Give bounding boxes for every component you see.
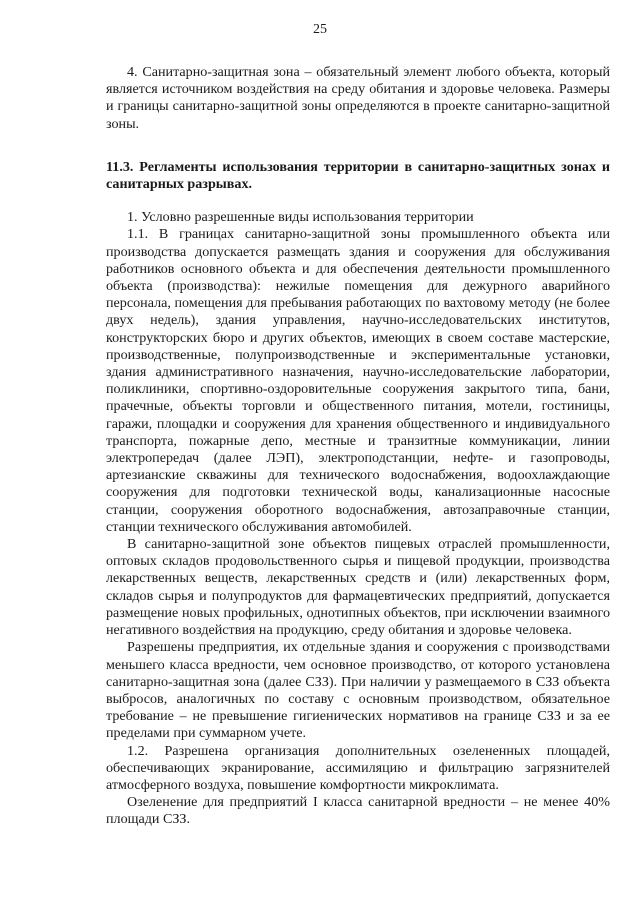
paragraph-greening: Озеленение для предприятий I класса санитарной вредности – не менее 40% площади СЗЗ.	[106, 794, 610, 828]
paragraph-permitted-enterprises: Разрешены предприятия, их отдельные здания и сооружения с производствами меньшего класса вредности, чем основное производство, от которого установлена санитарно-защитная зона (далее СЗЗ). При наличии у размещаемого в СЗЗ объекта выбросов, аналогичных по составу с основным производством, обязательное требование – не превышение гигиенических нормативов на границе СЗЗ и за ее пределами при суммарном учете.	[106, 639, 610, 742]
section-heading: 11.3. Регламенты использования территории в санитарно-защитных зонах и санитарных разрывах.	[106, 158, 610, 193]
page-number: 25	[313, 22, 327, 37]
paragraph-food-industry: В санитарно-защитной зоне объектов пищевых отраслей промышленности, оптовых складов продовольственного сырья и пищевой продукции, производства лекарственных веществ, лекарственных средств и (или) лекарственных форм, складов сырья и полупродуктов для фармацевтических предприятий, допускается размещение новых профильных, однотипных объектов, при исключении взаимного негативного воздействия на продукцию, среду обитания и здоровье человека.	[106, 536, 610, 639]
document-body	[106, 64, 610, 829]
paragraph-conditionally-permitted-uses: 1. Условно разрешенные виды использования территории	[127, 209, 474, 226]
paragraph-1-2: 1.2. Разрешена организация дополнительных озелененных площадей, обеспечивающих экранирование, ассимиляцию и фильтрацию загрязнителей атмосферного воздуха, повышение комфортности микроклимата.	[106, 742, 610, 793]
paragraph-sanitary-zone-definition: 4. Санитарно-защитная зона – обязательный элемент любого объекта, который является источником воздействия на среду обитания и здоровье человека. Размеры и границы санитарно-защитной зоны определяются в проекте санитарно-защитной зоны.	[106, 64, 610, 132]
paragraph-1-1: 1.1. В границах санитарно-защитной зоны промышленного объекта или производства допускается размещать здания и сооружения для обслуживания работников основного объекта и для обеспечения деятельности промышленного объекта (производства): нежилые помещения для дежурного аварийного персонала, помещения для пребывания работающих по вахтовому методу (не более двух недель), здания управления, научно-исследовательских институтов, конструкторских бюро и других объектов, имеющих в своем составе мастерские, производственные, полупроизводственные и экспериментальные установки, здания административного назначения, научно-исследовательские лаборатории, поликлиники, спортивно-оздоровительные сооружения закрытого типа, бани, прачечные, объекты торговли и общественного питания, мотели, гостиницы, гаражи, площадки и сооружения для хранения общественного и индивидуального транспорта, пожарные депо, местные и транзитные коммуникации, линии электропередач (далее ЛЭП), электроподстанции, нефте- и газопроводы, артезианские скважины для технического водоснабжения, водоохлаждающие сооружения для подготовки технической воды, канализационные насосные станции, сооружения оборотного водоснабжения, автозаправочные станции, станции технического обслуживания автомобилей.	[106, 226, 610, 535]
